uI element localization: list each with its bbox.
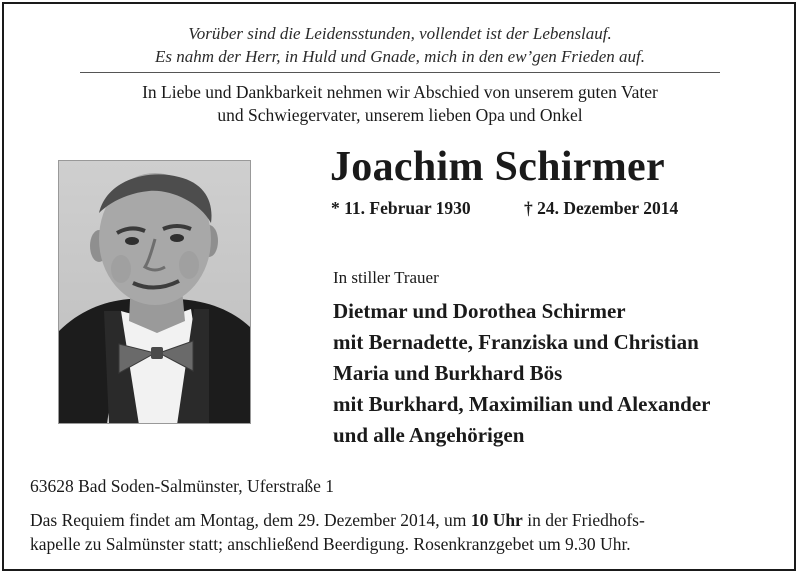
- funeral-text: in der Friedhofs-: [522, 510, 645, 530]
- family-line: und alle Angehörigen: [333, 423, 525, 447]
- intro-line-1: In Liebe und Dankbarkeit nehmen wir Abschied von unserem guten Vater: [142, 82, 658, 102]
- mourning-label: In stiller Trauer: [333, 268, 439, 287]
- funeral-line-2: kapelle zu Salmünster statt; anschließend Beerdigung. Rosenkranzgebet um 9.30 Uhr.: [30, 534, 631, 554]
- death-date: † 24. Dezember 2014: [524, 198, 679, 218]
- family-line: mit Bernadette, Franziska und Christian: [333, 330, 699, 354]
- divider-line: [80, 72, 720, 73]
- address-line: 63628 Bad Soden-Salmünster, Uferstraße 1: [30, 476, 335, 496]
- verse-line-2: Es nahm der Herr, in Huld und Gnade, mich in den ew’gen Frieden auf.: [154, 47, 646, 66]
- portrait-photo: [58, 160, 251, 424]
- funeral-time: 10 Uhr: [470, 510, 523, 530]
- family-line: mit Burkhard, Maximilian und Alexander: [333, 392, 711, 416]
- family-list: [333, 296, 710, 451]
- family-line: Maria und Burkhard Bös: [333, 361, 563, 385]
- family-line: Dietmar und Dorothea Schirmer: [333, 299, 626, 323]
- intro-line-2: und Schwiegervater, unserem lieben Opa und Onkel: [217, 105, 583, 125]
- funeral-line-1: [30, 508, 645, 532]
- funeral-notice: [30, 508, 645, 556]
- birth-date: * 11. Februar 1930: [331, 198, 471, 218]
- funeral-text: Das Requiem findet am Montag, dem 29. Dezember 2014, um: [30, 510, 471, 530]
- verse-line-1: Vorüber sind die Leidensstunden, vollendet ist der Lebenslauf.: [188, 24, 612, 43]
- deceased-name: Joachim Schirmer: [330, 144, 665, 190]
